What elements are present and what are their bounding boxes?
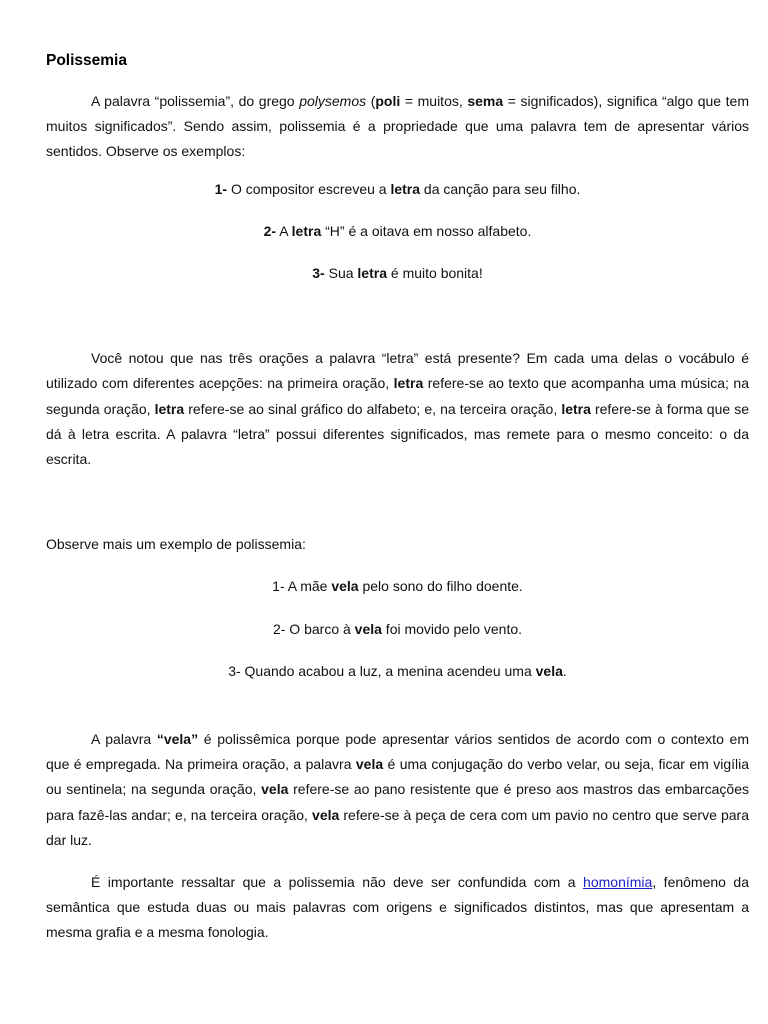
paragraph-text: é uma conjugação do verbo velar, ou seja, ficar em vigília ou sentinela; na segunda oração, [46,756,750,798]
example-text: . [562,662,567,679]
intro-text-3: = muitos, [400,93,468,109]
letra-example-1 [46,177,749,202]
intro-text-2: ( [366,93,376,109]
paragraph-text: É importante ressaltar que a polissemia não deve ser confundida com a [91,874,584,891]
example-number: 1- [214,180,228,197]
keyword-letra: letra [291,222,322,239]
keyword-vela: vela [535,662,563,679]
term-sema: sema [467,93,504,109]
paragraph-text: é polissêmica porque pode apresentar vários sentidos de acordo com o contexto em que é empregada. Na primeira oração, a palavra [46,731,749,773]
paragraph-text: refere-se ao sinal gráfico do alfabeto; e, na terceira oração, [184,400,562,417]
page-title: Polissemia [46,52,127,69]
example-text: O compositor escreveu a [227,180,391,197]
keyword-vela: vela [331,578,359,595]
keyword-letra: letra [393,375,424,392]
keyword-vela: vela [355,756,384,773]
example-text: é muito bonita! [387,265,483,282]
paragraph-text: refere-se ao texto que acompanha uma música; na segunda oração, [46,375,749,417]
example-text: 3- Quando acabou a luz, a menina acendeu uma [228,662,536,679]
example-text: pelo sono do filho doente. [358,578,523,595]
example-text: 1- A mãe [272,578,332,595]
letra-explanation-paragraph [46,346,749,472]
example-text: A [276,222,292,239]
vela-example-2 [46,617,749,642]
vela-examples [46,574,749,684]
paragraph-text: A palavra [91,731,157,748]
intro-text-4: = significados), significa “algo que tem muitos significados”. Sendo assim, polissemia é a propriedade que uma palavra tem de apresentar vários sentidos. Observe os exemplos: [46,93,749,160]
homonimia-link[interactable]: homonímia [583,874,653,891]
term-poli: poli [375,93,401,109]
keyword-vela: vela [312,806,340,823]
intro-text-1: A palavra “polissemia”, do grego [91,93,300,109]
example-text: 2- O barco à [272,620,355,637]
term-polysemos: polysemos [299,93,367,109]
example-text: Sua [324,265,358,282]
keyword-letra: letra [390,180,421,197]
letra-example-3 [46,261,749,286]
intro-paragraph [46,89,749,165]
keyword-letra: letra [561,400,591,417]
homonimia-paragraph [46,870,749,946]
example-number: 2- [263,222,277,239]
vela-example-1 [46,574,749,599]
example-text: foi movido pelo vento. [381,620,523,637]
letra-examples [46,177,749,287]
example-text: “H” é a oitava em nosso alfabeto. [321,222,532,239]
paragraph-text: refere-se ao pano resistente que é preso aos mastros das embarcações para fazê-las andar; e, na terceira oração, [46,781,749,823]
keyword-letra: letra [154,400,185,417]
letra-example-2 [46,219,749,244]
paragraph-text: refere-se à forma que se dá à letra escrita. A palavra “letra” possui diferentes significados, mas remete para o mesmo conceito: o da escrita. [46,400,750,468]
keyword-vela: vela [354,620,382,637]
example-text: da canção para seu filho. [420,180,581,197]
document-body [46,50,749,946]
vela-explanation-paragraph [46,727,749,853]
paragraph-text: refere-se à peça de cera com um pavio no centro que serve para dar luz. [46,806,749,848]
keyword-vela-quoted: “vela” [156,731,199,748]
vela-example-3 [46,659,749,684]
keyword-vela: vela [261,781,289,798]
observe-more-line: Observe mais um exemplo de polissemia: [46,536,306,553]
paragraph-text: Você notou que nas três orações a palavra “letra” está presente? Em cada uma delas o vocábulo é utilizado com diferentes acepções: na primeira oração, [46,350,749,392]
example-number: 3- [312,265,325,282]
paragraph-text: , fenômeno da semântica que estuda duas ou mais palavras com origens e significados distintos, mas que apresentam a mesma grafia e a mesma fonologia. [46,874,749,941]
keyword-letra: letra [357,265,387,282]
